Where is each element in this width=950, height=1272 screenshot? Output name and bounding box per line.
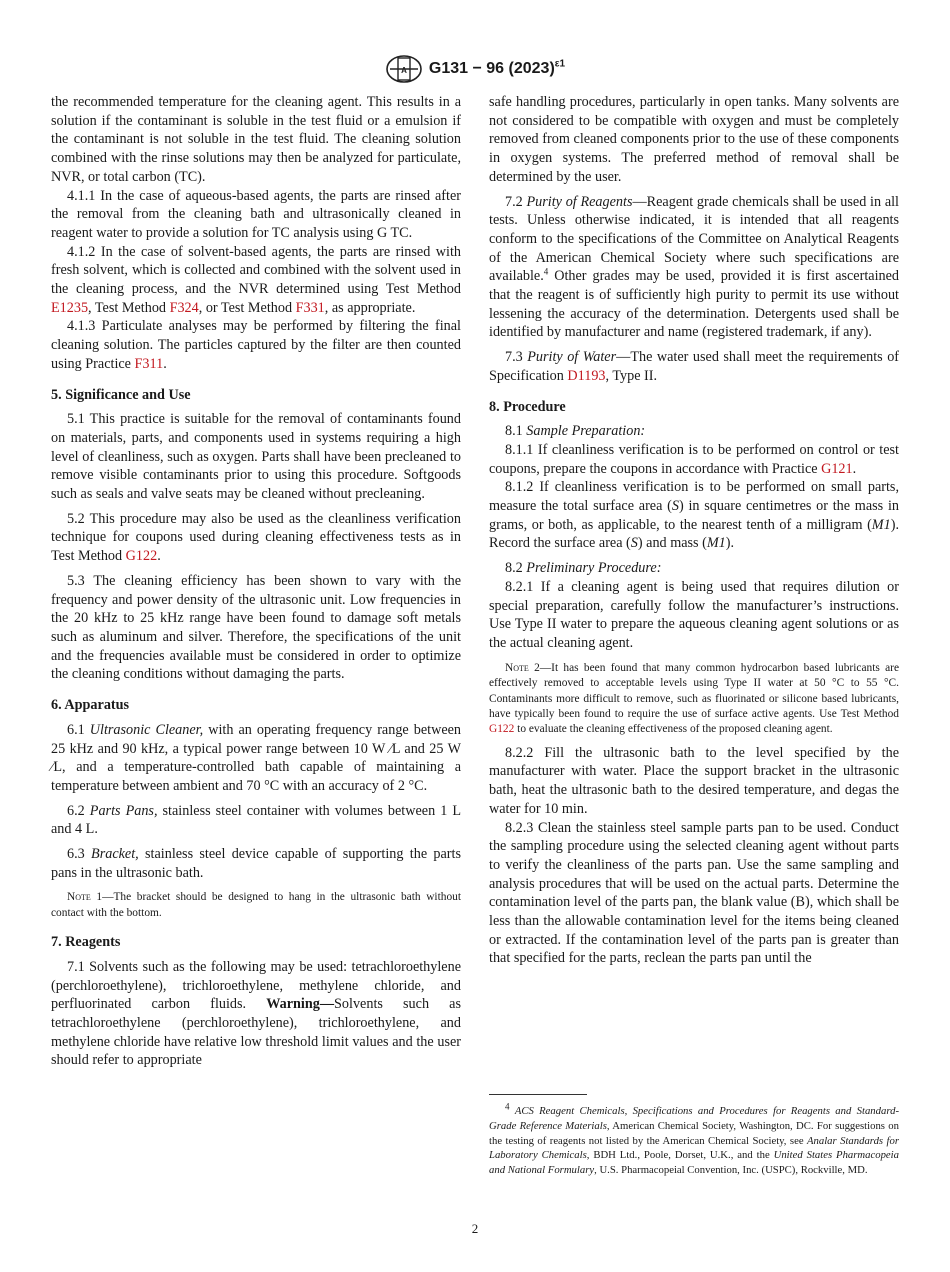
footnote-divider: [489, 1094, 587, 1095]
paragraph-8-2-2: 8.2.2 Fill the ultrasonic bath to the level specified by the manufacturer with water. Place the support bracket in the ultrasonic bath, heat the ultrasonic bath to the desired temperature, and degas the water for 10 min.: [489, 744, 899, 817]
page-number: 2: [471, 1221, 479, 1236]
section-heading-6: 6. Apparatus: [51, 697, 130, 714]
link-e1235[interactable]: E1235: [51, 299, 89, 316]
paragraph-4-1-3: 4.1.3 Particulate analyses may be performed by filtering the final cleaning solution. The particles captured by the filter are then counted using Practice F311.: [51, 318, 461, 372]
paragraph-8-1-2: 8.1.2 If cleanliness verification is to be performed on small parts, measure the total surface area (S) in square centimetres or the mass in grams, or both, as applicable, to the nearest tenth of a milligram (M1). Record the surface area (S) and mass (M1).: [489, 479, 899, 552]
link-d1193[interactable]: D1193: [567, 367, 606, 384]
footnote-4: $^4$ ACS Reagent Chemicals, Specifications and Procedures for Reagents and Standard-Grade Reference Materials, American Chemical Society, Washington, DC. For suggestions on the testing of reagents not listed by the American Chemical Society, see Analar Standards for Laboratory Chemicals, BDH Ltd., Poole, Dorset, U.K., and the United States Pharmacopeia and National Formulary, U.S. Pharmacopeial Convention, Inc. (USPC), Rockville, MD.: [489, 1101, 899, 1177]
paragraph-5-2: 5.2 This procedure may also be used as the cleanliness verification technique for coupons used during cleaning effectiveness tests as in Test Method G122.: [51, 510, 461, 565]
section-heading-7: 7. Reagents: [51, 934, 121, 951]
paragraph-8-2-1: 8.2.1 If a cleaning agent is being used that requires dilution or special preparation, carefully follow the manufacturer’s instructions. Use Type II water to prepare the aqueous cleaning agent solutions or as the actual cleaning agent.: [489, 578, 899, 651]
section-heading-5: 5. Significance and Use: [51, 386, 191, 403]
svg-text:A: A: [401, 66, 407, 75]
link-f331[interactable]: F331: [295, 299, 325, 316]
link-g122[interactable]: G122: [125, 548, 158, 565]
paragraph-4-1-2: 4.1.2 In the case of solvent-based agents, the parts are rinsed with fresh solvent, which is collected and combined with the solvent used in the cleaning process, and the NVR determined using Test Method E1235, Test Method F324, or Test Method F331, as appropriate.: [51, 243, 461, 316]
link-f324[interactable]: F324: [169, 299, 199, 316]
paragraph-8-2: 8.2 Preliminary Procedure:: [505, 560, 662, 577]
note-2: Note 2—It has been found that many common hydrocarbon based lubricants are effectively removed to acceptable levels using Type II water at 50 °C to 55 °C. Contaminants more difficult to remove, such as fluorinated or silicone based lubricants, have typically been found to require the use of surface active agents. Use Test Method G122 to evaluate the cleaning effectiveness of the proposed cleaning agent.: [489, 661, 899, 736]
paragraph-7-3: 7.3 Purity of Water—The water used shall meet the requirements of Specification D1193, Type II.: [489, 349, 900, 384]
right-column: [489, 93, 899, 968]
paragraph-6-2: 6.2 Parts Pans, stainless steel container with volumes between 1 L and 4 L.: [51, 802, 462, 838]
paragraph-5-3: 5.3 The cleaning efficiency has been shown to vary with the frequency and power density of the ultrasonic unit. Low frequencies in the 20 kHz to 25 kHz range have been found to damage soft metals such as aluminum and silver. Therefore, the specifications of the unit and the frequencies available must be considered in order to optimize the cleaning conditions without damaging the parts.: [51, 572, 461, 683]
link-f311[interactable]: F311: [134, 355, 164, 372]
left-column: [51, 93, 461, 1070]
paragraph-7-2: 7.2 Purity of Reagents—Reagent grade chemicals shall be used in all tests. Unless otherwise indicated, it is intended that all reagents conform to the specifications of the Committee on Analytical Reagents of the American Chemical Society where such specifications are available.$^4$ Other grades may be used, provided it is first ascertained that the reagent is of sufficiently high purity to permit its use without lessening the accuracy of the determination. Detergents used shall be identified by manufacturer and name (registered trademark, if any).: [489, 193, 899, 341]
paragraph-8-1-1: 8.1.1 If cleanliness verification is to be performed on control or test coupons, prepare the coupons in accordance with Practice G121.: [489, 441, 899, 477]
link-g122-note[interactable]: G122: [489, 723, 515, 736]
astm-logo-icon: [385, 54, 423, 84]
paragraph-6-3: 6.3 Bracket, stainless steel device capable of supporting the parts pans in the ultrasonic bath.: [51, 846, 461, 881]
paragraph-5-1: 5.1 This practice is suitable for the removal of contaminants found on materials, parts, and components used in systems requiring a high level of cleanliness, such as oxygen. Parts shall have been precleaned to remove visible contaminants prior to using this procedure. Softgoods such as seals and valve seats may be cleaned without precleaning.: [51, 411, 461, 503]
paragraph-8-1: 8.1 Sample Preparation:: [505, 423, 646, 440]
paragraph-4-1-1: 4.1.1 In the case of aqueous-based agents, the parts are rinsed after the removal from the cleaning bath and ultrasonically cleaned in reagent water to provide a solution for TC analysis using G TC.: [51, 187, 461, 241]
section-heading-8: 8. Procedure: [489, 398, 566, 415]
paragraph-8-2-3: 8.2.3 Clean the stainless steel sample parts pan to be used. Conduct the sampling procedure using the selected cleaning agent without parts to verify the cleanliness of the parts pan. Use the same sampling and analysis procedures that will be used on the actual parts. Determine the contamination level of the parts pan, the blank value (B), which shall be less than the allowable contamination level for the items being cleaned or extracted. If the contamination level of the parts pan is greater than that specified for the parts, reclean the parts pan until the: [489, 819, 899, 967]
note-1: Note 1—The bracket should be designed to hang in the ultrasonic bath without contact with the bottom.: [51, 891, 461, 919]
designation-title: G131 − 96 $(2023)^{\varepsilon 1}$: [428, 58, 566, 77]
paragraph-7-1: 7.1 Solvents such as the following may be used: tetrachloroethylene (perchloroethylene), trichloroethylene, methylene chloride, and perfluorinated carbon fluids. Warning—Solvents such as tetrachloroethylene (perchloroethylene), trichloroethylene, and methylene chloride have relative low threshold limit values and the user should refer to appropriate: [51, 958, 461, 1069]
paragraph: the recommended temperature for the cleaning agent. This results in a solution if the contaminant is soluble in the test fluid or a emulsion if the contaminant is not soluble in the test fluid. The cleaning solution combined with the rinse solutions may then be analyzed for particulate, NVR, or total carbon (TC).: [51, 94, 461, 185]
footnote-ref: 4: [543, 266, 549, 277]
paragraph: safe handling procedures, particularly in open tanks. Many solvents are not considered to be compatible with oxygen and must be completely removed from cleaned components prior to the use of these components in oxygen systems. The preferred method of removal shall be determined by the user.: [489, 94, 899, 185]
page-header: [0, 54, 950, 89]
paragraph-6-1: 6.1 Ultrasonic Cleaner, with an operating frequency range between 25 kHz and 90 kHz, a typical power range between 10 W ⁄L and 25 W ⁄L, and a temperature-controlled bath capable of maintaining a temperature between ambient and 70 °C with an accuracy of 2 °C.: [51, 721, 462, 794]
link-g121[interactable]: G121: [821, 460, 853, 477]
